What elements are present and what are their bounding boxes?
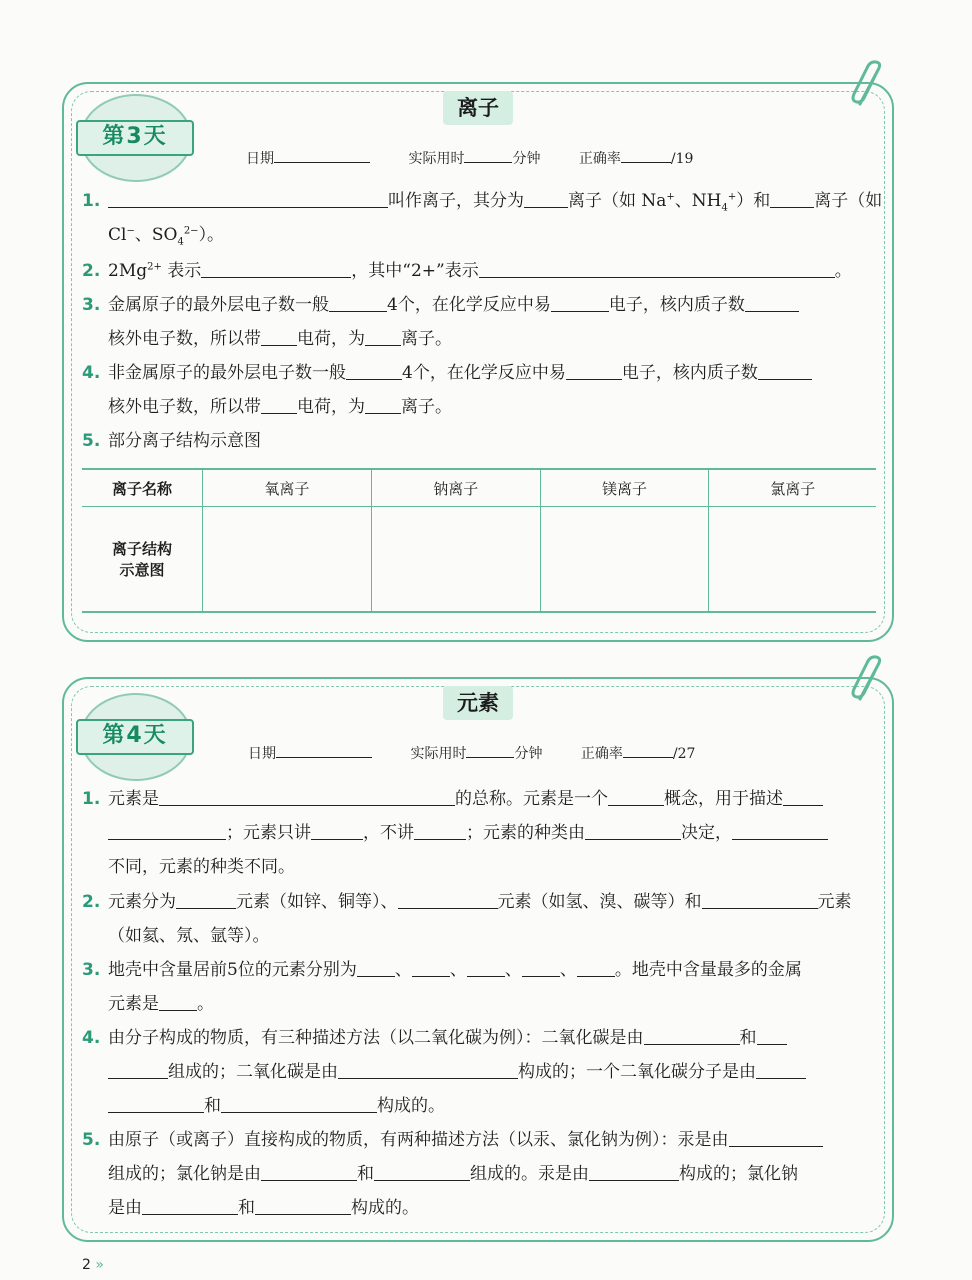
answer-blank[interactable] — [566, 360, 622, 380]
q-text: ）和 — [736, 191, 771, 211]
time-unit: 分钟 — [512, 151, 541, 167]
q-text: 、 — [504, 960, 522, 980]
question-4 — [82, 356, 880, 424]
day-badge-circle — [80, 94, 192, 182]
table-header-label: 离子名称 — [82, 469, 203, 507]
q-text: 电荷，为 — [297, 397, 365, 417]
answer-blank[interactable] — [261, 1161, 357, 1181]
q-text: 离子。 — [401, 397, 452, 417]
q-text: 是由 — [108, 1198, 142, 1218]
q-text: 元素 — [817, 892, 852, 912]
q-text: ；元素只讲 — [226, 823, 311, 843]
q-text: 和 — [238, 1198, 255, 1218]
meta-line — [246, 148, 693, 168]
question-number: 3. — [82, 960, 101, 980]
question-number: 5. — [82, 1130, 101, 1150]
q-text: 的总称。元素是一个 — [455, 789, 608, 809]
accuracy-label: 正确率 — [580, 746, 623, 762]
question-2 — [82, 885, 880, 953]
q-text: 叫作离子，其分为 — [388, 191, 524, 211]
answer-blank[interactable] — [702, 889, 818, 909]
answer-blank[interactable] — [608, 786, 664, 806]
q-text: 表示 — [161, 261, 202, 281]
answer-blank[interactable] — [338, 1059, 518, 1079]
day-badge-label: 第3天 — [76, 120, 194, 156]
answer-blank[interactable] — [398, 889, 498, 909]
q-text: 地壳中含量居前5位的元素分别为 — [108, 960, 357, 980]
q-text: （如氦、氖、氩等）。 — [108, 926, 270, 946]
q-text: 构成的；一个二氧化碳分子是由 — [518, 1062, 756, 1082]
diagram-cell[interactable] — [709, 507, 876, 613]
q-text: 元素是 — [108, 789, 159, 809]
q-text: 核外电子数，所以带 — [108, 397, 261, 417]
question-1 — [82, 184, 883, 252]
table-header-cell: 镁离子 — [540, 469, 709, 507]
q-text: Cl — [108, 225, 127, 245]
answer-blank[interactable] — [311, 820, 363, 840]
q-text: 和 — [357, 1164, 374, 1184]
day-badge-circle — [80, 693, 192, 781]
page-number: 2 — [82, 1257, 91, 1273]
q-text: 。 — [197, 994, 214, 1014]
accuracy-total: /19 — [670, 151, 694, 167]
q-text: 4个，在化学反应中易 — [402, 363, 566, 383]
q-text: 、 — [394, 960, 412, 980]
question-number: 1. — [82, 191, 101, 211]
q-text: 。地壳中含量最多的金属 — [614, 960, 802, 980]
q-text: 4个，在化学反应中易 — [387, 295, 551, 315]
q-text: 概念，用于描述 — [664, 789, 783, 809]
table-header-cell: 氧离子 — [203, 469, 372, 507]
q-text: ；元素的种类由 — [466, 823, 585, 843]
answer-blank[interactable] — [108, 188, 388, 208]
q-text: 元素（如锌、铜等）、 — [236, 892, 398, 912]
topic-title: 离子 — [443, 91, 513, 125]
question-5 — [82, 424, 880, 458]
answer-blank[interactable] — [365, 394, 401, 414]
answer-blank[interactable] — [479, 258, 835, 278]
answer-blank[interactable] — [365, 326, 401, 346]
question-number: 2. — [82, 892, 101, 912]
question-number: 3. — [82, 295, 101, 315]
question-number: 4. — [82, 1028, 101, 1048]
answer-blank[interactable] — [261, 326, 297, 346]
q-text: 由分子构成的物质，有三种描述方法（以二氧化碳为例）：二氧化碳是由 — [108, 1028, 644, 1048]
question-number: 1. — [82, 789, 101, 809]
answer-blank[interactable] — [758, 360, 812, 380]
q-text: 组成的；氯化钠是由 — [108, 1164, 261, 1184]
accuracy-blank[interactable] — [623, 743, 673, 758]
q-text: 组成的。汞是由 — [470, 1164, 589, 1184]
accuracy-blank[interactable] — [621, 148, 671, 163]
date-blank[interactable] — [276, 743, 372, 758]
q-text: ，其中“2+”表示 — [351, 261, 479, 281]
table-row — [82, 507, 876, 613]
q-text: 、NH — [674, 191, 722, 211]
answer-blank[interactable] — [108, 1059, 168, 1079]
q-text: 构成的。 — [377, 1096, 445, 1116]
answer-blank[interactable] — [261, 394, 297, 414]
question-3 — [82, 953, 880, 1021]
accuracy-total: /27 — [672, 746, 696, 762]
answer-blank[interactable] — [159, 991, 197, 1011]
table-header-cell: 氯离子 — [709, 469, 876, 507]
table-row-label — [82, 507, 203, 613]
q-text: 、SO — [134, 225, 178, 245]
topic-title: 元素 — [443, 686, 513, 720]
meta-line — [248, 743, 695, 763]
answer-blank[interactable] — [524, 188, 568, 208]
time-unit: 分钟 — [514, 746, 543, 762]
date-blank[interactable] — [274, 148, 370, 163]
q-sup: 2+ — [147, 261, 162, 273]
answer-blank[interactable] — [732, 820, 828, 840]
q-text: 和 — [204, 1096, 221, 1116]
question-number: 5. — [82, 431, 101, 451]
paperclip-icon — [848, 60, 888, 112]
q-text: 离子（如 Na — [568, 191, 667, 211]
q-text: 电子，核内质子数 — [621, 363, 758, 383]
q-text: 非金属原子的最外层电子数一般 — [108, 363, 346, 383]
q-text: 离子（如 — [814, 191, 883, 211]
q-sup: − — [126, 225, 135, 237]
answer-blank[interactable] — [346, 360, 402, 380]
question-3 — [82, 288, 880, 356]
diagram-cell[interactable] — [371, 507, 540, 613]
q-text: 构成的；氯化钠 — [679, 1164, 798, 1184]
answer-blank[interactable] — [757, 1025, 787, 1045]
answer-blank[interactable] — [589, 1161, 679, 1181]
q-text: 。 — [834, 261, 852, 281]
diagram-cell[interactable] — [203, 507, 372, 613]
q-sup: 2− — [183, 225, 199, 237]
q-text: 2Mg — [108, 261, 148, 281]
answer-blank[interactable] — [176, 889, 236, 909]
day3-card — [62, 82, 894, 642]
q-text: 、 — [559, 960, 577, 980]
answer-blank[interactable] — [522, 957, 560, 977]
q-text: 决定， — [681, 823, 732, 843]
table-header-cell: 钠离子 — [371, 469, 540, 507]
answer-blank[interactable] — [142, 1195, 238, 1215]
time-blank[interactable] — [464, 148, 512, 163]
date-label: 日期 — [248, 746, 276, 762]
accuracy-label: 正确率 — [578, 151, 621, 167]
answer-blank[interactable] — [577, 957, 615, 977]
answer-blank[interactable] — [357, 957, 395, 977]
paperclip-icon — [848, 655, 888, 707]
double-chevron-right-icon: » — [95, 1257, 104, 1273]
day4-card — [62, 677, 894, 1242]
answer-blank[interactable] — [745, 292, 799, 312]
q-text: ）。 — [198, 225, 225, 245]
date-label: 日期 — [246, 151, 274, 167]
question-4 — [82, 1021, 880, 1123]
q-text: 由原子（或离子）直接构成的物质，有两种描述方法（以汞、氯化钠为例）：汞是由 — [108, 1130, 729, 1150]
q-sup: + — [727, 191, 737, 203]
time-label: 实际用时 — [410, 746, 467, 762]
q-text: 组成的；二氧化碳是由 — [168, 1062, 338, 1082]
q-text: 电荷，为 — [297, 329, 365, 349]
answer-blank[interactable] — [221, 1093, 377, 1113]
answer-blank[interactable] — [201, 258, 351, 278]
q-text: 部分离子结构示意图 — [108, 431, 261, 451]
answer-blank[interactable] — [414, 820, 466, 840]
answer-blank[interactable] — [329, 292, 387, 312]
row-label-line: 示意图 — [119, 561, 165, 579]
q-sub: 4 — [177, 236, 184, 248]
q-text: 离子。 — [401, 329, 452, 349]
q-sup: + — [666, 191, 675, 203]
answer-blank[interactable] — [108, 820, 226, 840]
question-number: 4. — [82, 363, 101, 383]
q-text: 电子，核内质子数 — [608, 295, 745, 315]
answer-blank[interactable] — [108, 1093, 204, 1113]
time-label: 实际用时 — [408, 151, 465, 167]
q-text: 核外电子数，所以带 — [108, 329, 261, 349]
q-text: 构成的。 — [351, 1198, 419, 1218]
answer-blank[interactable] — [159, 786, 455, 806]
answer-blank[interactable] — [644, 1025, 740, 1045]
ion-structure-table — [82, 468, 876, 613]
page-footer — [82, 1257, 104, 1273]
q-text: 元素分为 — [108, 892, 176, 912]
diagram-cell[interactable] — [540, 507, 709, 613]
time-blank[interactable] — [466, 743, 514, 758]
q-text: ，不讲 — [363, 823, 414, 843]
answer-blank[interactable] — [756, 1059, 806, 1079]
answer-blank[interactable] — [255, 1195, 351, 1215]
q-text: 、 — [449, 960, 467, 980]
q-sub: 4 — [721, 202, 728, 214]
answer-blank[interactable] — [770, 188, 814, 208]
question-number: 2. — [82, 261, 101, 281]
answer-blank[interactable] — [467, 957, 505, 977]
day-badge-label: 第4天 — [76, 719, 194, 755]
answer-blank[interactable] — [551, 292, 609, 312]
q-text: 金属原子的最外层电子数一般 — [108, 295, 329, 315]
table-header-row — [82, 469, 876, 507]
question-2 — [82, 254, 880, 288]
answer-blank[interactable] — [585, 820, 681, 840]
answer-blank[interactable] — [783, 786, 823, 806]
q-text: 元素是 — [108, 994, 159, 1014]
answer-blank[interactable] — [729, 1127, 823, 1147]
answer-blank[interactable] — [374, 1161, 470, 1181]
q-text: 元素（如氢、溴、碳等）和 — [497, 892, 702, 912]
answer-blank[interactable] — [412, 957, 450, 977]
row-label-line: 离子结构 — [111, 540, 172, 558]
question-5 — [82, 1123, 880, 1225]
question-1 — [82, 782, 880, 884]
q-text: 不同，元素的种类不同。 — [108, 857, 295, 877]
q-text: 和 — [739, 1028, 757, 1048]
